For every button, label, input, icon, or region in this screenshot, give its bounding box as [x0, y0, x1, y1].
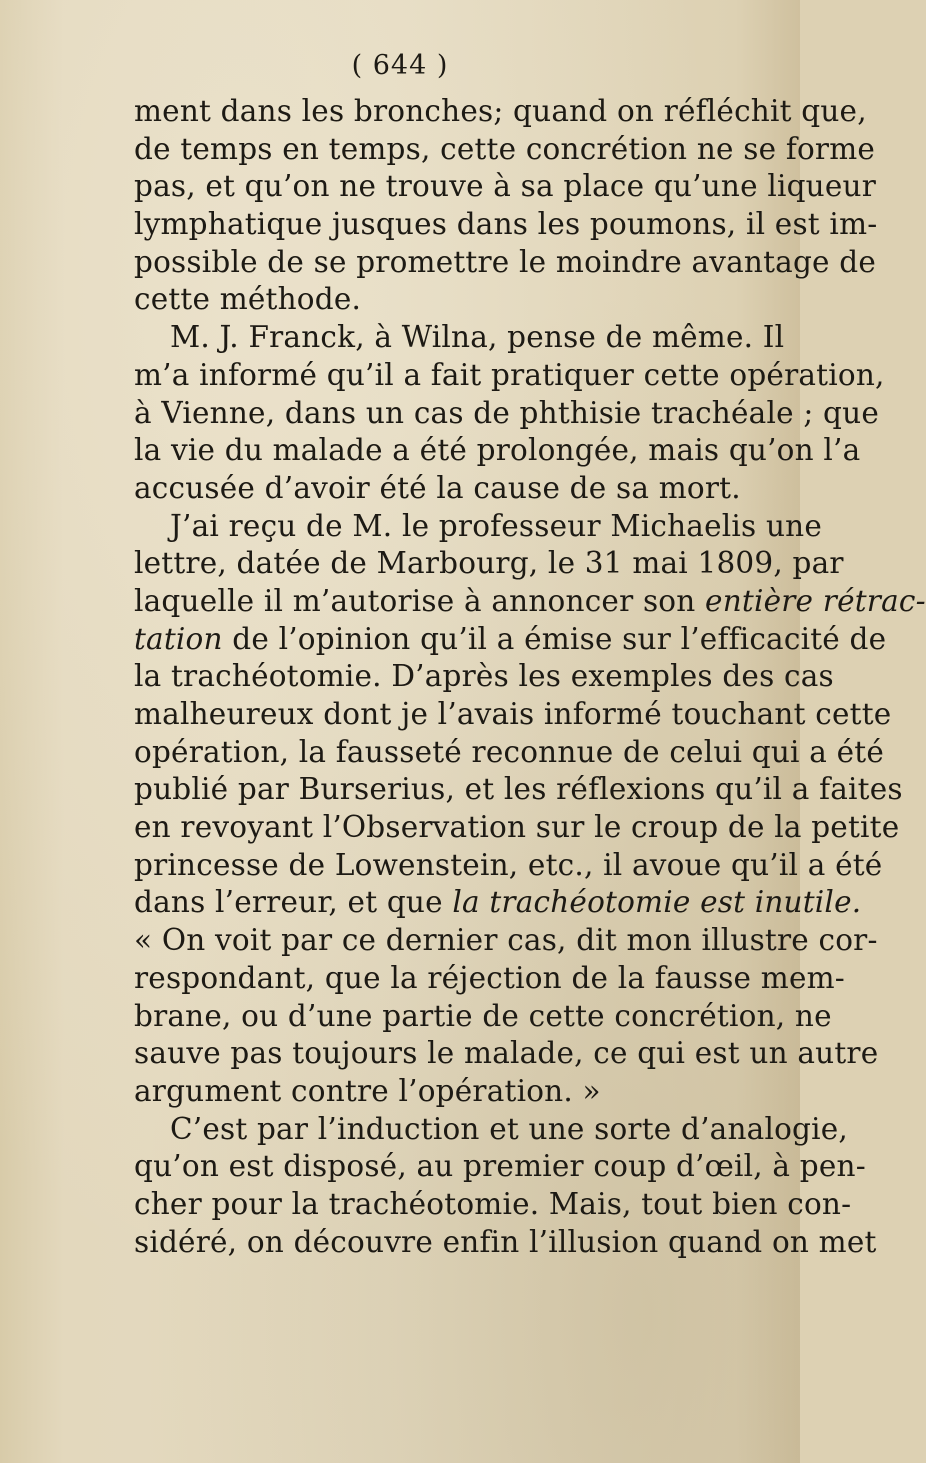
text-line: respondant, que la réjection de la fausse mem- [134, 960, 845, 995]
text-segment: de l’opinion qu’il a émise sur l’efficacité de [232, 621, 887, 656]
text-line: accusée d’avoir été la cause de sa mort. [134, 470, 741, 505]
italic-phrase: tation [134, 621, 223, 656]
text-line: malheureux dont je l’avais informé touchant cette [134, 697, 892, 731]
text-line: qu’on est disposé, au premier coup d’œil, à pen- [134, 1149, 866, 1184]
text-line: cette méthode. [134, 282, 362, 317]
text-line: M. J. Franck, à Wilna, pense de même. Il [170, 320, 785, 355]
text-line: opération, la fausseté reconnue de celui qui a été [134, 734, 884, 769]
text-segment: laquelle il m’autorise à annoncer son [134, 583, 696, 618]
text-line: ment dans les bronches; quand on réfléchit que, [134, 94, 867, 128]
text-line: princesse de Lowenstein, etc., il avoue qu’il a été [134, 847, 883, 882]
text-line: en revoyant l’Observation sur le croup de la petite [134, 810, 900, 845]
text-line: cher pour la trachéotomie. Mais, tout bien con- [134, 1186, 852, 1221]
text-line: brane, ou d’une partie de cette concrétion, ne [134, 998, 832, 1033]
text-line: publié par Burserius, et les réflexions qu’il a faites [134, 772, 903, 807]
text-line: J’ai reçu de M. le professeur Michaelis une [170, 508, 822, 543]
text-line: m’a informé qu’il a fait pratiquer cette opération, [134, 357, 885, 392]
text-line: la vie du malade a été prolongée, mais qu’on l’a [134, 433, 861, 468]
text-line: C’est par l’induction et une sorte d’analogie, [170, 1111, 849, 1146]
text-line [134, 621, 887, 659]
text-line: argument contre l’opération. » [134, 1073, 601, 1108]
page-number: ( 644 ) [351, 50, 449, 81]
text-line: lymphatique jusques dans les poumons, il est im- [134, 207, 878, 242]
italic-phrase: entière rétrac- [705, 583, 926, 618]
text-line: sidéré, on découvre enfin l’illusion quand on met [134, 1224, 877, 1259]
text-line [134, 583, 926, 621]
text-line: possible de se promettre le moindre avantage de [134, 244, 877, 279]
text-line: pas, et qu’on ne trouve à sa place qu’une liqueur [134, 169, 877, 204]
text-line: la trachéotomie. D’après les exemples des cas [134, 659, 834, 694]
italic-phrase: la trachéotomie est inutile. [452, 885, 862, 920]
text-line [134, 884, 862, 922]
text-line: « On voit par ce dernier cas, dit mon illustre cor- [134, 923, 878, 958]
text-line: sauve pas toujours le malade, ce qui est un autre [134, 1036, 879, 1071]
text-line: de temps en temps, cette concrétion ne se forme [134, 131, 876, 166]
text-segment: dans l’erreur, et que [134, 885, 443, 920]
text-line: lettre, datée de Marbourg, le 31 mai 1809, par [134, 546, 844, 581]
body-text [134, 93, 926, 1261]
text-line: à Vienne, dans un cas de phthisie trachéale ; que [134, 395, 879, 430]
